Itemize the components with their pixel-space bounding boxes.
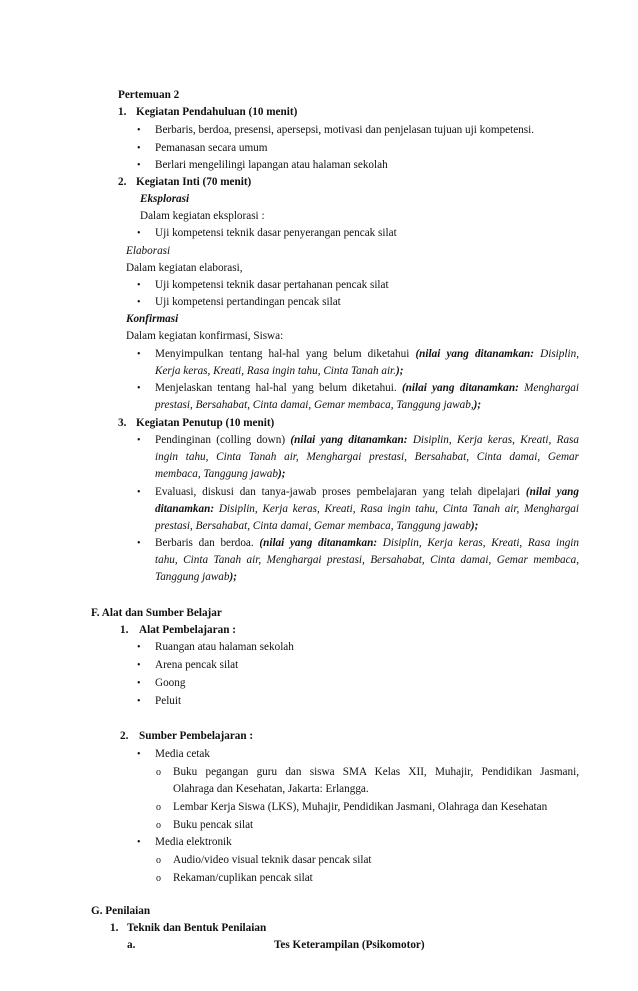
subsection-title: Alat Pembelajaran : bbox=[139, 624, 236, 636]
list-item-continuation: Olahraga dan Kesehatan, Jakarta: Erlangga. bbox=[173, 783, 369, 795]
bullet-icon: • bbox=[137, 749, 141, 760]
bullet-icon: • bbox=[137, 837, 141, 848]
bullet-icon: • bbox=[137, 280, 141, 291]
circle-bullet-icon: o bbox=[156, 855, 161, 866]
bullet-icon: • bbox=[137, 143, 141, 154]
list-item: Menjelaskan tentang hal-hal yang belum diketahui. (nilai yang ditanamkan: Menghargai bbox=[155, 382, 579, 394]
list-item: Audio/video visual teknik dasar pencak silat bbox=[173, 854, 372, 866]
list-item: Rekaman/cuplikan pencak silat bbox=[173, 872, 313, 884]
circle-bullet-icon: o bbox=[156, 873, 161, 884]
list-item-continuation: ingin tahu, Cinta Tanah air, Menghargai prestasi, Bersahabat, Cinta damai, Gemar bbox=[155, 451, 579, 463]
subsection-title: Tes Keterampilan (Psikomotor) bbox=[274, 939, 425, 951]
list-number: 2. bbox=[120, 730, 129, 742]
list-number: 1. bbox=[110, 922, 119, 934]
list-number: 2. bbox=[118, 176, 127, 188]
section-heading: F. Alat dan Sumber Belajar bbox=[91, 607, 222, 619]
section-heading: G. Penilaian bbox=[91, 905, 151, 917]
bullet-icon: • bbox=[137, 538, 141, 549]
paragraph: Dalam kegiatan eksplorasi : bbox=[140, 210, 265, 222]
list-item: Buku pencak silat bbox=[173, 819, 254, 831]
kegiatan-title: Kegiatan Penutup (10 menit) bbox=[136, 417, 275, 429]
list-item-continuation: prestasi, Bersahabat, Cinta damai, Gemar membaca, Tanggung jawab,); bbox=[155, 399, 482, 411]
list-item: Arena pencak silat bbox=[155, 659, 239, 671]
list-item: Media elektronik bbox=[155, 836, 232, 848]
list-item-continuation: ditanamkan: Disiplin, Kerja keras, Kreati, Rasa ingin tahu, Cinta Tanah air, Menghargai bbox=[155, 503, 579, 515]
list-item: Uji kompetensi teknik dasar penyerangan pencak silat bbox=[155, 227, 397, 239]
bullet-icon: • bbox=[137, 297, 141, 308]
circle-bullet-icon: o bbox=[156, 802, 161, 813]
list-item: Goong bbox=[155, 677, 186, 689]
bullet-icon: • bbox=[137, 160, 141, 171]
list-item-continuation: Tanggung jawab); bbox=[155, 571, 237, 583]
kegiatan-title: Kegiatan Pendahuluan (10 menit) bbox=[136, 106, 298, 118]
list-item: Media cetak bbox=[155, 748, 210, 760]
bullet-icon: • bbox=[137, 383, 141, 394]
bullet-icon: • bbox=[137, 435, 141, 446]
list-item: Pemanasan secara umum bbox=[155, 142, 268, 154]
bullet-icon: • bbox=[137, 678, 141, 689]
subsection-label: Elaborasi bbox=[126, 245, 171, 257]
bullet-icon: • bbox=[137, 696, 141, 707]
paragraph: Dalam kegiatan elaborasi, bbox=[126, 262, 243, 274]
list-item: Uji kompetensi teknik dasar pertahanan pencak silat bbox=[155, 279, 389, 291]
list-number: 1. bbox=[120, 624, 129, 636]
list-item: Buku pegangan guru dan siswa SMA Kelas XII, Muhajir, Pendidikan Jasmani, bbox=[173, 766, 579, 778]
list-number: 3. bbox=[118, 417, 127, 429]
circle-bullet-icon: o bbox=[156, 767, 161, 778]
list-item-continuation: tahu, Cinta Tanah air, Menghargai prestasi, Bersahabat, Cinta damai, Gemar membaca, bbox=[155, 554, 579, 566]
list-item: Ruangan atau halaman sekolah bbox=[155, 641, 294, 653]
subsection-title: Teknik dan Bentuk Penilaian bbox=[127, 922, 267, 934]
list-item-continuation: Kerja keras, Kreati, Rasa ingin tahu, Cinta Tanah air.); bbox=[155, 365, 404, 377]
subsection-label: Konfirmasi bbox=[126, 313, 179, 325]
bullet-icon: • bbox=[137, 125, 141, 136]
list-item: Menyimpulkan tentang hal-hal yang belum diketahui (nilai yang ditanamkan: Disiplin, bbox=[155, 348, 579, 360]
list-item: Evaluasi, diskusi dan tanya-jawab proses pembelajaran yang telah dipelajari (nilai yang bbox=[155, 486, 579, 498]
list-item: Berbaris dan berdoa. (nilai yang ditanamkan: Disiplin, Kerja keras, Kreati, Rasa ingin bbox=[155, 537, 579, 549]
bullet-icon: • bbox=[137, 349, 141, 360]
subsection-title: Sumber Pembelajaran : bbox=[139, 730, 254, 742]
list-item: Peluit bbox=[155, 695, 182, 707]
list-letter: a. bbox=[127, 939, 136, 951]
bullet-icon: • bbox=[137, 642, 141, 653]
bullet-icon: • bbox=[137, 487, 141, 498]
list-item: Berbaris, berdoa, presensi, apersepsi, motivasi dan penjelasan tujuan uji kompetensi. bbox=[155, 124, 535, 136]
list-item: Berlari mengelilingi lapangan atau halaman sekolah bbox=[155, 159, 388, 171]
kegiatan-title: Kegiatan Inti (70 menit) bbox=[136, 176, 252, 188]
list-item-continuation: prestasi, Bersahabat, Cinta damai, Gemar membaca, Tanggung jawab); bbox=[155, 520, 479, 532]
list-item-continuation: membaca, Tanggung jawab); bbox=[155, 468, 286, 480]
paragraph: Dalam kegiatan konfirmasi, Siswa: bbox=[126, 330, 284, 342]
list-item: Uji kompetensi pertandingan pencak silat bbox=[155, 296, 341, 308]
section-title: Pertemuan 2 bbox=[118, 89, 180, 101]
bullet-icon: • bbox=[137, 660, 141, 671]
list-item: Pendinginan (colling down) (nilai yang ditanamkan: Disiplin, Kerja keras, Kreati, Rasa bbox=[155, 434, 579, 446]
circle-bullet-icon: o bbox=[156, 820, 161, 831]
subsection-label: Eksplorasi bbox=[140, 193, 190, 205]
list-item: Lembar Kerja Siswa (LKS), Muhajir, Pendidikan Jasmani, Olahraga dan Kesehatan bbox=[173, 801, 548, 813]
list-number: 1. bbox=[118, 106, 127, 118]
bullet-icon: • bbox=[137, 228, 141, 239]
